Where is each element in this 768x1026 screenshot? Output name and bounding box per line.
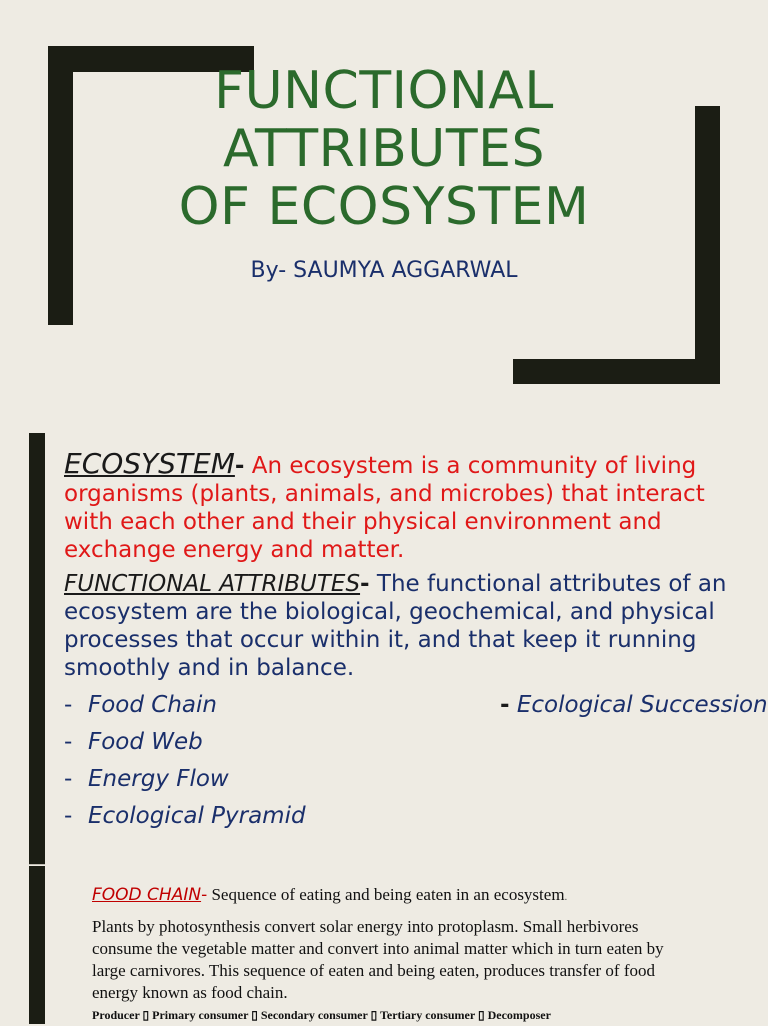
ecosystem-dash: - (234, 453, 245, 479)
functional-term: FUNCTIONAL ATTRIBUTES (64, 571, 361, 597)
food-chain-dash: - (201, 885, 208, 905)
list-item-label: Ecological Pyramid (88, 803, 306, 829)
food-chain-term: FOOD CHAIN (92, 885, 202, 905)
list-item (64, 729, 203, 755)
attributes-list (64, 692, 768, 842)
slide-divider (29, 864, 45, 865)
list-bullet: - (64, 729, 73, 755)
bracket-bottom-right-horizontal (513, 359, 720, 384)
ecosystem-paragraph (64, 447, 734, 564)
food-chain-heading (92, 884, 672, 908)
list-bullet: - (64, 803, 73, 829)
slide-title (0, 62, 768, 236)
functional-dash: - (360, 571, 370, 597)
title-line-2: ATTRIBUTES (223, 119, 545, 179)
list-item-label: Ecological Succession (516, 692, 768, 718)
food-chain-paragraph: Plants by photosynthesis convert solar energy into protoplasm. Small herbivores consume the vegetable matter and convert into animal matter which in turn eaten by large carnivores. This sequence of eaten and being eaten, produces transfer of food energy known as food chain. (92, 917, 664, 1002)
food-chain-period: . (564, 891, 568, 903)
list-bullet: - (64, 766, 73, 792)
ecosystem-term: ECOSYSTEM (64, 447, 235, 480)
list-item-label: Food Web (88, 729, 203, 755)
list-item (64, 803, 306, 829)
list-item (500, 692, 768, 718)
ecosystem-definition: An ecosystem is a community of living organisms (plants, animals, and microbes) that interact with each other and their physical environment and exchange energy and matter. (64, 453, 705, 563)
slide2-content (64, 447, 734, 688)
food-chain-definition: Sequence of eating and being eaten in an ecosystem (207, 885, 565, 904)
food-chain-sequence: Producer ▯ Primary consumer ▯ Secondary consumer ▯ Tertiary consumer ▯ Decomposer (92, 1008, 551, 1022)
author-byline: By- SAUMYA AGGARWAL (250, 258, 518, 283)
slide2-left-bar (29, 433, 45, 864)
list-item (64, 766, 229, 792)
title-line-1: FUNCTIONAL (214, 61, 554, 121)
slide3-content (92, 884, 672, 1026)
list-bullet: - (64, 692, 73, 718)
title-line-3: OF ECOSYSTEM (178, 177, 590, 237)
list-item (64, 692, 217, 718)
list-item-label: Energy Flow (88, 766, 229, 792)
functional-paragraph (64, 570, 734, 682)
functional-definition: The functional attributes of an ecosystem are the biological, geochemical, and physical processes that occur within it, and that keep it running smoothly and in balance. (64, 571, 727, 681)
slide3-left-bar (29, 866, 45, 1024)
list-item-label: Food Chain (88, 692, 217, 718)
list-bullet: - (500, 692, 510, 718)
